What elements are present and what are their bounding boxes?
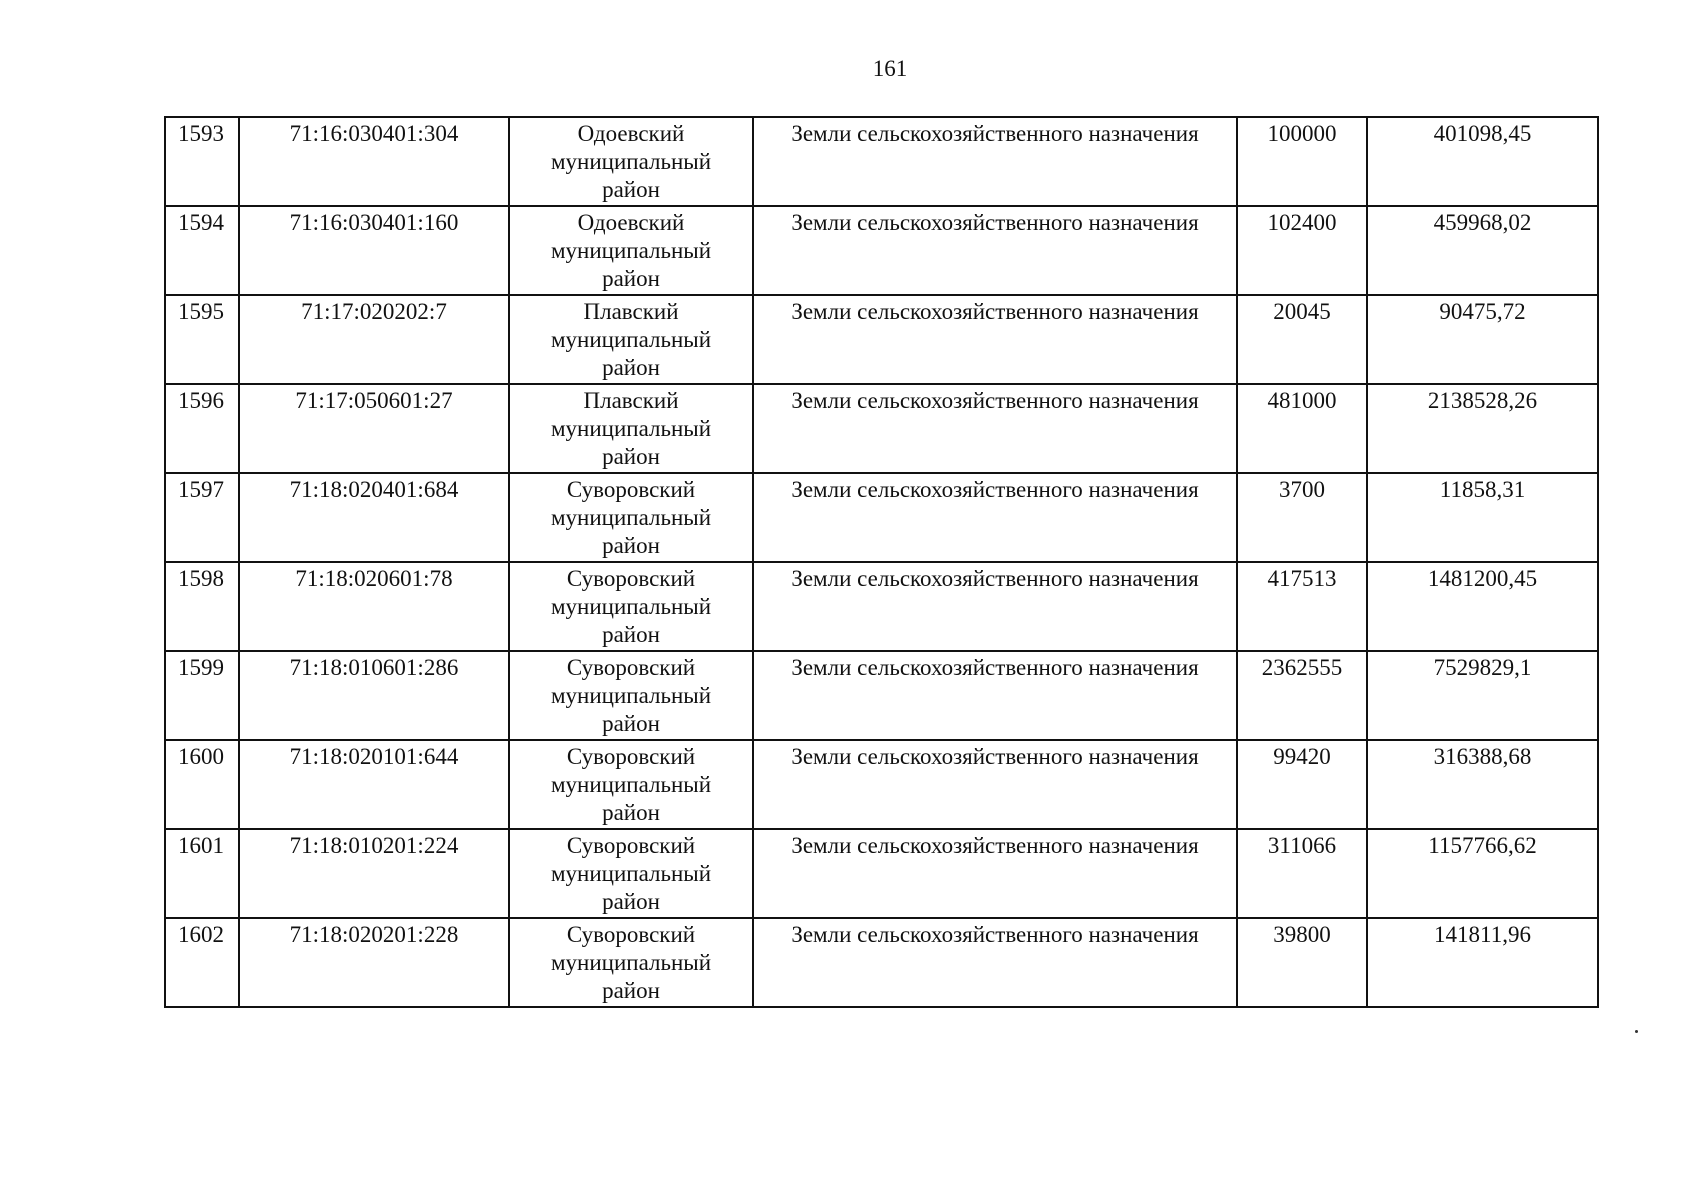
row-number: 1593	[165, 117, 239, 206]
district-type: муниципальный	[550, 416, 712, 441]
table-row	[165, 740, 1598, 829]
district-cell	[509, 829, 753, 918]
district-name: Плавский	[583, 388, 679, 413]
district-cell	[509, 651, 753, 740]
cadastral-number: 71:16:030401:304	[239, 117, 509, 206]
land-category: Земли сельскохозяйственного назначения	[753, 918, 1237, 1007]
district-type: муниципальный	[550, 594, 712, 619]
row-number: 1595	[165, 295, 239, 384]
cadastral-number: 71:17:020202:7	[239, 295, 509, 384]
district-cell	[509, 117, 753, 206]
land-category: Земли сельскохозяйственного назначения	[753, 295, 1237, 384]
district-suffix: район	[602, 444, 660, 469]
district-suffix: район	[602, 177, 660, 202]
land-category: Земли сельскохозяйственного назначения	[753, 651, 1237, 740]
area-value: 20045	[1237, 295, 1367, 384]
cadastral-number: 71:18:010601:286	[239, 651, 509, 740]
area-value: 311066	[1237, 829, 1367, 918]
cadastral-value: 316388,68	[1367, 740, 1598, 829]
district-suffix: район	[602, 800, 660, 825]
district-name: Суворовский	[566, 833, 696, 858]
district-type: муниципальный	[550, 950, 712, 975]
area-value: 2362555	[1237, 651, 1367, 740]
district-suffix: район	[602, 533, 660, 558]
cadastral-number: 71:18:020401:684	[239, 473, 509, 562]
district-name: Суворовский	[566, 655, 696, 680]
table-row	[165, 295, 1598, 384]
table-row	[165, 206, 1598, 295]
cadastral-value: 7529829,1	[1367, 651, 1598, 740]
cadastral-number: 71:18:020101:644	[239, 740, 509, 829]
row-number: 1601	[165, 829, 239, 918]
cadastral-number: 71:16:030401:160	[239, 206, 509, 295]
district-suffix: район	[602, 711, 660, 736]
district-name: Суворовский	[566, 477, 696, 502]
land-category: Земли сельскохозяйственного назначения	[753, 473, 1237, 562]
area-value: 3700	[1237, 473, 1367, 562]
land-plots-table	[164, 116, 1599, 1008]
district-name: Суворовский	[566, 566, 696, 591]
row-number: 1594	[165, 206, 239, 295]
district-type: муниципальный	[550, 505, 712, 530]
row-number: 1597	[165, 473, 239, 562]
cadastral-value: 401098,45	[1367, 117, 1598, 206]
district-name: Суворовский	[566, 922, 696, 947]
table-row	[165, 918, 1598, 1007]
district-type: муниципальный	[550, 683, 712, 708]
table-row	[165, 384, 1598, 473]
row-number: 1602	[165, 918, 239, 1007]
land-category: Земли сельскохозяйственного назначения	[753, 562, 1237, 651]
table-row	[165, 829, 1598, 918]
district-cell	[509, 473, 753, 562]
land-category: Земли сельскохозяйственного назначения	[753, 740, 1237, 829]
table-body	[165, 117, 1598, 1007]
cadastral-number: 71:17:050601:27	[239, 384, 509, 473]
district-type: муниципальный	[550, 861, 712, 886]
table-row	[165, 473, 1598, 562]
district-cell	[509, 384, 753, 473]
district-cell	[509, 918, 753, 1007]
table-row	[165, 117, 1598, 206]
district-cell	[509, 206, 753, 295]
area-value: 102400	[1237, 206, 1367, 295]
cadastral-value: 90475,72	[1367, 295, 1598, 384]
cadastral-number: 71:18:020601:78	[239, 562, 509, 651]
district-cell	[509, 740, 753, 829]
cadastral-value: 459968,02	[1367, 206, 1598, 295]
district-type: муниципальный	[550, 238, 712, 263]
row-number: 1599	[165, 651, 239, 740]
district-name: Одоевский	[577, 210, 685, 235]
cadastral-value: 141811,96	[1367, 918, 1598, 1007]
row-number: 1596	[165, 384, 239, 473]
district-name: Суворовский	[566, 744, 696, 769]
district-name: Одоевский	[577, 121, 685, 146]
row-number: 1600	[165, 740, 239, 829]
area-value: 39800	[1237, 918, 1367, 1007]
district-name: Плавский	[583, 299, 679, 324]
district-type: муниципальный	[550, 327, 712, 352]
land-category: Земли сельскохозяйственного назначения	[753, 829, 1237, 918]
district-cell	[509, 295, 753, 384]
cadastral-number: 71:18:020201:228	[239, 918, 509, 1007]
area-value: 100000	[1237, 117, 1367, 206]
row-number: 1598	[165, 562, 239, 651]
land-category: Земли сельскохозяйственного назначения	[753, 117, 1237, 206]
district-type: муниципальный	[550, 772, 712, 797]
cadastral-number: 71:18:010201:224	[239, 829, 509, 918]
district-suffix: район	[602, 889, 660, 914]
cadastral-value: 11858,31	[1367, 473, 1598, 562]
district-suffix: район	[602, 355, 660, 380]
page-number: 161	[872, 56, 908, 81]
district-suffix: район	[602, 622, 660, 647]
area-value: 99420	[1237, 740, 1367, 829]
district-type: муниципальный	[550, 149, 712, 174]
district-cell	[509, 562, 753, 651]
table-row	[165, 651, 1598, 740]
land-category: Земли сельскохозяйственного назначения	[753, 384, 1237, 473]
cadastral-value: 2138528,26	[1367, 384, 1598, 473]
district-suffix: район	[602, 978, 660, 1003]
land-category: Земли сельскохозяйственного назначения	[753, 206, 1237, 295]
cadastral-value: 1157766,62	[1367, 829, 1598, 918]
area-value: 417513	[1237, 562, 1367, 651]
table-row	[165, 562, 1598, 651]
cadastral-value: 1481200,45	[1367, 562, 1598, 651]
area-value: 481000	[1237, 384, 1367, 473]
scan-speck	[1635, 1030, 1638, 1033]
district-suffix: район	[602, 266, 660, 291]
